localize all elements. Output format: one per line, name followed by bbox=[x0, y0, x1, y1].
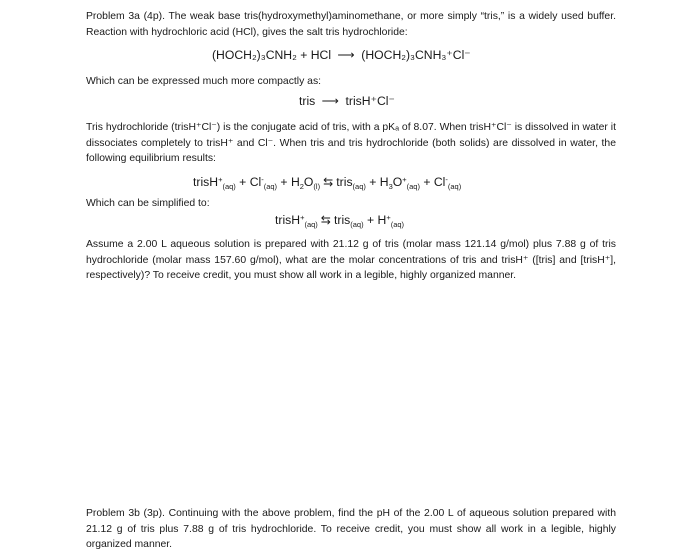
eq4-proton-charge: + bbox=[386, 213, 391, 222]
eq3-tris-state: (aq) bbox=[352, 182, 366, 191]
eq3-plus: + bbox=[235, 175, 250, 189]
equation-1-left: (HOCH₂)₃CNH₂ + HCl bbox=[212, 48, 332, 62]
eq3-chloride-2-state: (aq) bbox=[447, 182, 462, 191]
eq3-hydronium-state: (aq) bbox=[406, 182, 420, 191]
conjugate-acid-text: Tris hydrochloride (trisH⁺Cl⁻) is the conjugate acid of tris, with a pKₐ of 8.07. When trisH⁺Cl⁻ is dissolved in water it dissociates completely to trisH⁺ and Cl⁻. When tris and tris hydrochloride (both solids) are dissolved in water, the following equilibrium results: bbox=[86, 122, 616, 164]
eq4-proton: H bbox=[377, 213, 387, 227]
eq3-chloride-2-charge: - bbox=[445, 175, 448, 184]
problem-3a-intro bbox=[86, 9, 616, 40]
equation-3 bbox=[193, 174, 461, 190]
compact-text: Which can be expressed much more compactly as: bbox=[86, 76, 322, 87]
eq3-hydronium-h: H bbox=[379, 175, 389, 189]
eq3-water-h: H bbox=[290, 175, 300, 189]
eq4-proton-state: (aq) bbox=[390, 220, 405, 229]
problem-3a-intro-text: The weak base tris(hydroxymethyl)aminomethane, or more simply “tris,” is a widely used buffer. Reaction with hydrochloric acid (HCl), gives the salt tris hydrochloride: bbox=[86, 11, 616, 38]
equation-1-arrow: ⟶ bbox=[337, 48, 355, 62]
eq3-plus: + bbox=[277, 175, 291, 189]
equation-2-arrow: ⟶ bbox=[321, 94, 340, 108]
equation-1-right: (HOCH₂)₃CNH₃⁺Cl⁻ bbox=[361, 48, 471, 62]
eq3-hydronium-o: O bbox=[392, 175, 403, 189]
eq3-trish: trisH bbox=[193, 175, 219, 189]
simplified-text: Which can be simplified to: bbox=[86, 198, 210, 209]
eq3-chloride-2: Cl bbox=[433, 175, 446, 189]
eq3-tris: tris bbox=[336, 175, 353, 189]
eq4-trish-charge: + bbox=[300, 213, 305, 222]
equation-2 bbox=[299, 93, 395, 109]
eq4-plus: + bbox=[363, 213, 378, 227]
eq3-water-state: (l) bbox=[313, 182, 321, 191]
eq3-chloride: Cl bbox=[249, 175, 262, 189]
eq3-water-count: 2 bbox=[299, 182, 304, 191]
eq4-trish-state: (aq) bbox=[304, 220, 318, 229]
problem-3b bbox=[86, 506, 616, 553]
problem-3b-heading: Problem 3b (3p). bbox=[86, 508, 165, 519]
equation-1 bbox=[212, 47, 471, 63]
problem-3a-question: Assume a 2.00 L aqueous solution is prepared with 21.12 g of tris (molar mass 121.14 g/mol) plus 7.88 g of tris hydrochloride (molar mass 157.60 g/mol), what are the molar concentrations of tris and trisH⁺ ([tris] and [trisH⁺], respectively)? To receive credit, you must show all work in a legible, highly organized manner. bbox=[86, 239, 616, 281]
eq3-chloride-charge: - bbox=[261, 175, 264, 184]
eq3-plus: + bbox=[419, 175, 434, 189]
eq4-tris-state: (aq) bbox=[350, 220, 364, 229]
equation-4 bbox=[275, 212, 404, 228]
eq4-tris: tris bbox=[334, 213, 351, 227]
eq4-equilibrium-arrow: ⇆ bbox=[320, 213, 332, 227]
equation-2-right: trisH⁺Cl⁻ bbox=[345, 94, 395, 108]
equation-2-left: tris bbox=[299, 94, 316, 108]
problem-3b-text: Continuing with the above problem, find the pH of the 2.00 L of aqueous solution prepared with 21.12 g of tris plus 7.88 g of tris hydrochloride. To receive credit, you must show all work in a legible, highly organized manner. bbox=[86, 508, 616, 550]
eq3-equilibrium-arrow: ⇆ bbox=[323, 175, 334, 189]
eq3-hydronium-charge: + bbox=[402, 175, 407, 184]
eq3-water-o: O bbox=[303, 175, 314, 189]
eq3-hydronium-count: 3 bbox=[388, 182, 393, 191]
problem-3a-heading: Problem 3a (4p). bbox=[86, 11, 165, 22]
eq3-chloride-state: (aq) bbox=[263, 182, 278, 191]
eq3-trish-state: (aq) bbox=[222, 182, 236, 191]
eq3-trish-charge: + bbox=[218, 175, 223, 184]
eq3-plus: + bbox=[365, 175, 380, 189]
eq4-trish: trisH bbox=[275, 213, 301, 227]
